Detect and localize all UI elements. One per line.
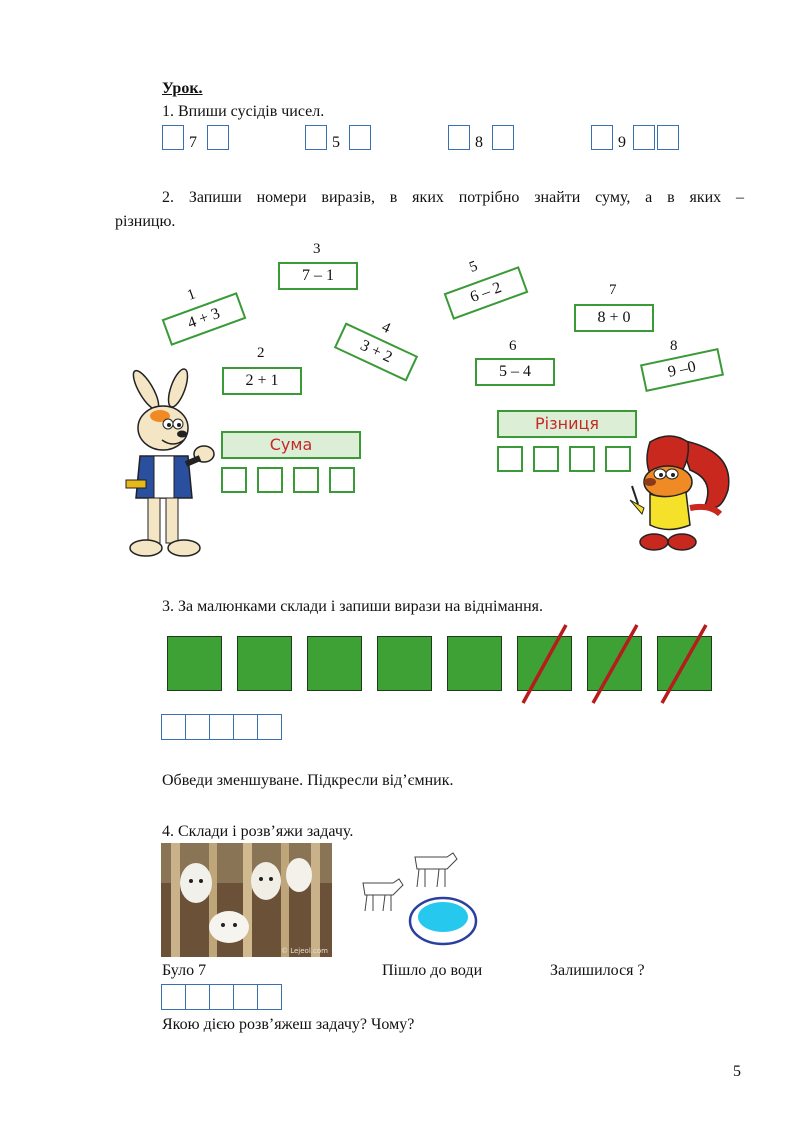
- answer-box[interactable]: [221, 467, 247, 493]
- cross-out-strokes: [510, 620, 720, 710]
- answer-box[interactable]: [257, 467, 283, 493]
- expression-number-4: 4: [379, 319, 393, 337]
- answer-box[interactable]: [305, 125, 327, 150]
- answer-box[interactable]: [185, 984, 210, 1010]
- expression-number-7: 7: [609, 282, 617, 298]
- answer-box[interactable]: [533, 446, 559, 472]
- strike-line: [523, 625, 566, 703]
- expression-number-2: 2: [257, 345, 265, 361]
- answer-box[interactable]: [257, 714, 282, 740]
- answer-box[interactable]: [329, 467, 355, 493]
- task2-instruction-cont: різницю.: [115, 213, 176, 230]
- task4-question: Якою дією розв’яжеш задачу? Чому?: [162, 1016, 415, 1033]
- answer-box[interactable]: [207, 125, 229, 150]
- task1-instruction: 1. Впиши сусідів чисел.: [162, 103, 325, 120]
- sum-label: Сума: [221, 431, 361, 459]
- expression-card-5: 6 – 2: [444, 266, 529, 320]
- answer-box[interactable]: [185, 714, 210, 740]
- expression-card-2: 2 + 1: [222, 367, 302, 395]
- expression-number-5: 5: [467, 258, 480, 276]
- lesson-title: Урок.: [162, 80, 203, 97]
- expression-card-3: 7 – 1: [278, 262, 358, 290]
- caption-was: Було 7: [162, 962, 207, 979]
- answer-box[interactable]: [162, 125, 184, 150]
- answer-box[interactable]: [233, 714, 258, 740]
- answer-box[interactable]: [161, 984, 186, 1010]
- expression-card-7: 8 + 0: [574, 304, 654, 332]
- difference-label: Різниця: [497, 410, 637, 438]
- expression-card-4: 3 + 2: [334, 322, 418, 381]
- photo-watermark: © Lejeol.com: [281, 947, 328, 955]
- given-number: 7: [189, 134, 197, 151]
- answer-box[interactable]: [233, 984, 258, 1010]
- green-square: [447, 636, 502, 691]
- green-square: [237, 636, 292, 691]
- answer-box[interactable]: [161, 714, 186, 740]
- caption-went: Пішло до води: [382, 962, 483, 979]
- expression-card-1: 4 + 3: [162, 292, 247, 346]
- answer-box[interactable]: [497, 446, 523, 472]
- answer-box[interactable]: [257, 984, 282, 1010]
- expression-number-6: 6: [509, 338, 517, 354]
- answer-box[interactable]: [209, 984, 234, 1010]
- expression-number-1: 1: [185, 286, 198, 304]
- goats-to-water-drawing: [355, 845, 485, 950]
- expression-card-6: 5 – 4: [475, 358, 555, 386]
- task3-instruction: 3. За малюнками склади і запиши вирази на віднімання.: [162, 598, 544, 615]
- green-square: [377, 636, 432, 691]
- bunny-illustration: [118, 368, 228, 560]
- given-number: 5: [332, 134, 340, 151]
- task4-instruction: 4. Склади і розв’яжи задачу.: [162, 823, 354, 840]
- task3-note: Обведи зменшуване. Підкресли від’ємник.: [162, 772, 454, 789]
- green-square: [307, 636, 362, 691]
- caption-left: Залишилося ?: [550, 962, 645, 979]
- answer-box[interactable]: [448, 125, 470, 150]
- expression-card-8: 9 –0: [640, 348, 724, 392]
- answer-box[interactable]: [657, 125, 679, 150]
- answer-box[interactable]: [209, 714, 234, 740]
- task2-instruction: 2. Запиши номери виразів, в яких потрібно знайти суму, а в яких –: [162, 189, 744, 206]
- expression-number-8: 8: [670, 338, 678, 354]
- strike-line: [593, 625, 637, 703]
- goats-photo: [161, 843, 332, 957]
- answer-box[interactable]: [492, 125, 514, 150]
- strike-line: [662, 625, 706, 703]
- answer-box[interactable]: [569, 446, 595, 472]
- expression-number-3: 3: [313, 241, 321, 257]
- green-square: [167, 636, 222, 691]
- page-number: 5: [733, 1063, 741, 1080]
- answer-box[interactable]: [633, 125, 655, 150]
- mole-illustration: [620, 430, 735, 558]
- given-number: 8: [475, 134, 483, 151]
- answer-box[interactable]: [293, 467, 319, 493]
- answer-box[interactable]: [591, 125, 613, 150]
- given-number: 9: [618, 134, 626, 151]
- answer-box[interactable]: [349, 125, 371, 150]
